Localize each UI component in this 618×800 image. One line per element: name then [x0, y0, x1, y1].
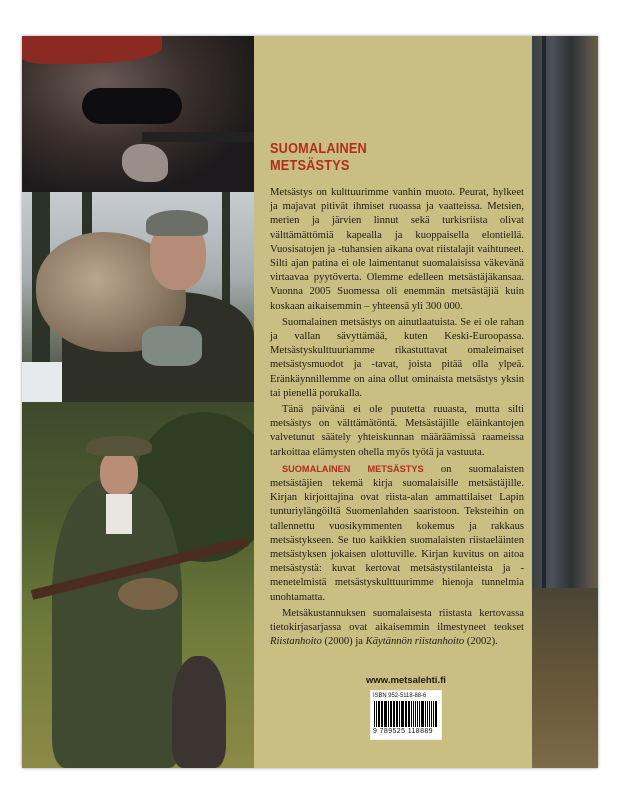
photo-dog: [172, 656, 226, 768]
spine-lower-image: [532, 588, 598, 768]
publisher-website: www.metsalehti.fi: [366, 675, 446, 686]
hunter-with-dog-photo: [22, 402, 254, 768]
blurb-text: [270, 186, 524, 652]
photo-hunter-face: [100, 450, 138, 496]
photo-barrel: [142, 132, 254, 142]
blurb-paragraph-5-text: Metsäkustannuksen suomalaisesta riistasta kertovassa tietokirjasarjassa ovat aikaisemmin ilmestyneet teokset: [270, 607, 524, 634]
photo-column: [22, 36, 254, 768]
book-spine: [532, 36, 598, 768]
blurb-paragraph-4: [270, 462, 524, 605]
blurb-paragraph-2: Suomalainen metsästys on ainutlaatuista. Se ei ole rahan ja vallan sävyttämää, kuten Keski-Euroopassa. Metsästyskulttuuriamme rikastuttavat omaleimaiset metsästysmuodot ja -tavat, joista pitää olla ylpeä. Eränkäynnillemme on aina ollut ominaista metsästys yksin tai pienellä porukalla.: [270, 316, 524, 399]
photo-hand: [122, 144, 168, 182]
blurb-paragraph-5: [270, 607, 524, 650]
earlier-book-2: Käytännön riistanhoito: [365, 636, 465, 648]
ean-number: 9 789525 118889: [373, 728, 433, 735]
book-title-line2: METSÄSTYS: [270, 158, 350, 174]
barcode-bars: [374, 701, 438, 727]
blurb-paragraph-1: Metsästys on kulttuurimme vanhin muoto. Peurat, hylkeet ja majavat pitivät ihmiset ruoassa ja vaatteissa. Metsien, merien ja järvien linnut sekä turkisriista olivat välttämättömiä kapealla ja kuoppaisella elontiellä. Vuosisatojen ja -tuhansien aikana ovat riistalajit vaihtuneet. Silti ajan patina ei ole laimentanut suomalaisissa väkevänä virtaavaa pyytöverta. Olemme edelleen metsästäjäkansaa. Vuonna 2005 Suomessa oli enemmän metsästäjiä kuin koskaan aikaisemmin – yhteensä yli 300 000.: [270, 187, 524, 312]
blurb-paragraph-3: Tänä päivänä ei ole puutetta ruuasta, mutta silti metsästys on välttämätöntä. Metsästäjille eläinkantojen valvetunut säätely yhteiskunnan määräämissä raameissa tarkoittaa elämysten ohella myös työtä ja vastuuta.: [270, 404, 524, 458]
photo-hunter-hat: [86, 436, 152, 456]
book-title-line1: SUOMALAINEN: [270, 141, 367, 157]
isbn-number: ISBN 952-5118-88-6: [373, 692, 427, 699]
book-title: [270, 141, 490, 175]
blurb-paragraph-5-end: (2002).: [464, 636, 498, 648]
blurb-paragraph-4-text: on suomalaisten metsästäjien tekemä kirja suomalaisille metsästäjille. Kirjan kirjoittajina ovat riista-alan ammattilaiset Lapin tunturiylängöiltä Suomenlahden saaristoon. Teksteihin on tallennettu vuosikymmenten kokemus ja rakkaus metsästykseen. Se tuo kaikkien suomalaisten riistaeläinten metsästyksen jokaisen ulottuville. Kirjan kuvitus on aitoa metsästystä: kuvat kertovat metsästystilanteista ja -menetelmistä metsästyskulttuurimme hienoja tunnelmia unohtamatta.: [270, 463, 524, 603]
blurb-paragraph-5-mid: (2000) ja: [321, 636, 366, 648]
rifle-scope-photo: [22, 36, 254, 192]
photo-shirt: [106, 494, 132, 534]
photo-glove: [142, 326, 202, 366]
book-title-inline: SUOMALAINEN METSÄSTYS: [282, 463, 424, 474]
photo-red-cap: [22, 36, 162, 64]
photo-scope: [82, 88, 182, 124]
barcode-label: [370, 690, 442, 740]
earlier-book-1: Riistanhoito: [270, 636, 322, 648]
photo-bird: [118, 578, 178, 610]
hunter-with-lynx-photo: [22, 192, 254, 402]
photo-hunter-hat: [146, 210, 208, 236]
